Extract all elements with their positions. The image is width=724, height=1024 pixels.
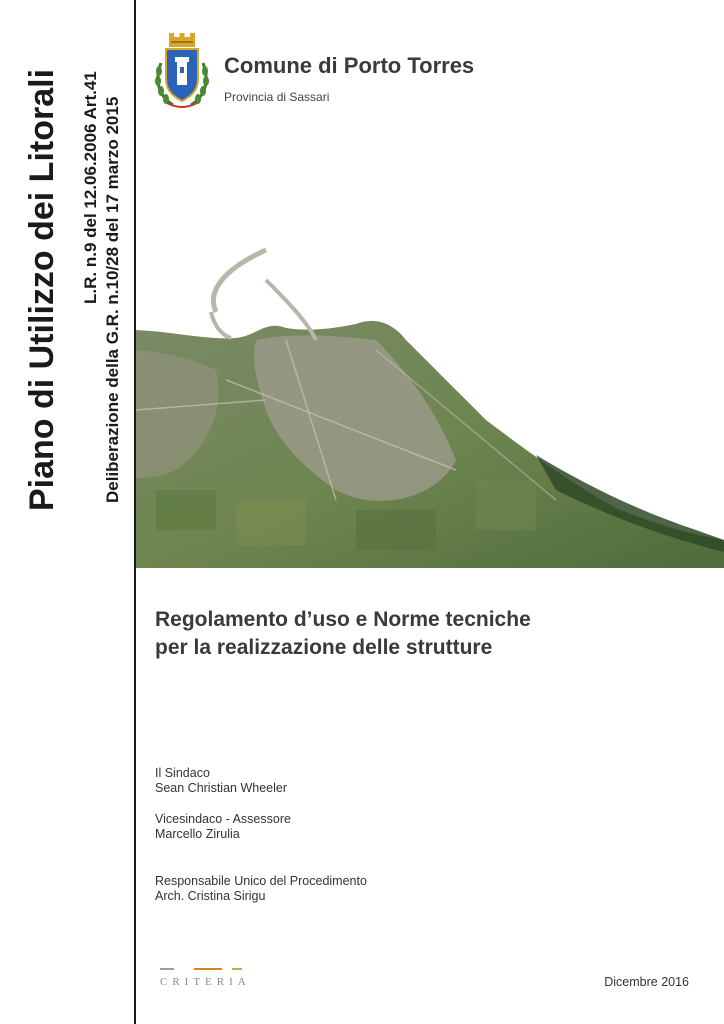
signatory-name: Sean Christian Wheeler — [155, 781, 288, 795]
signatory-role: Responsabile Unico del Procedimento — [155, 874, 367, 888]
province-name: Provincia di Sassari — [224, 90, 330, 104]
signatory-name: Marcello Zirulia — [155, 827, 240, 841]
signatory-rup — [155, 874, 367, 904]
municipal-crest-icon — [153, 33, 211, 111]
document-title — [155, 606, 531, 662]
signatory-role: Vicesindaco - Assessore — [155, 812, 291, 826]
document-title-line2: per la realizzazione delle strutture — [155, 636, 493, 659]
document-title-line1: Regolamento d’uso e Norme tecniche — [155, 608, 531, 631]
aerial-photo — [136, 240, 724, 568]
signatory-mayor — [155, 766, 287, 796]
document-date: Dicembre 2016 — [604, 975, 689, 989]
deliberation-reference: Deliberazione della G.R. n.10/28 del 17 marzo 2015 — [103, 96, 122, 503]
logo-bar-grey — [160, 968, 174, 970]
signatory-role: Il Sindaco — [155, 766, 210, 780]
criteria-logo — [160, 968, 250, 990]
logo-text: CRITERIA — [160, 976, 251, 988]
law-reference: L.R. n.9 del 12.06.2006 Art.41 — [81, 71, 100, 304]
municipality-name: Comune di Porto Torres — [224, 53, 475, 78]
logo-bar-green — [232, 968, 242, 970]
signatory-name: Arch. Cristina Sirigu — [155, 889, 266, 903]
plan-title: Piano di Utilizzo dei Litorali — [23, 68, 61, 511]
signatory-deputy-mayor — [155, 812, 291, 842]
logo-bar-orange — [194, 968, 222, 970]
